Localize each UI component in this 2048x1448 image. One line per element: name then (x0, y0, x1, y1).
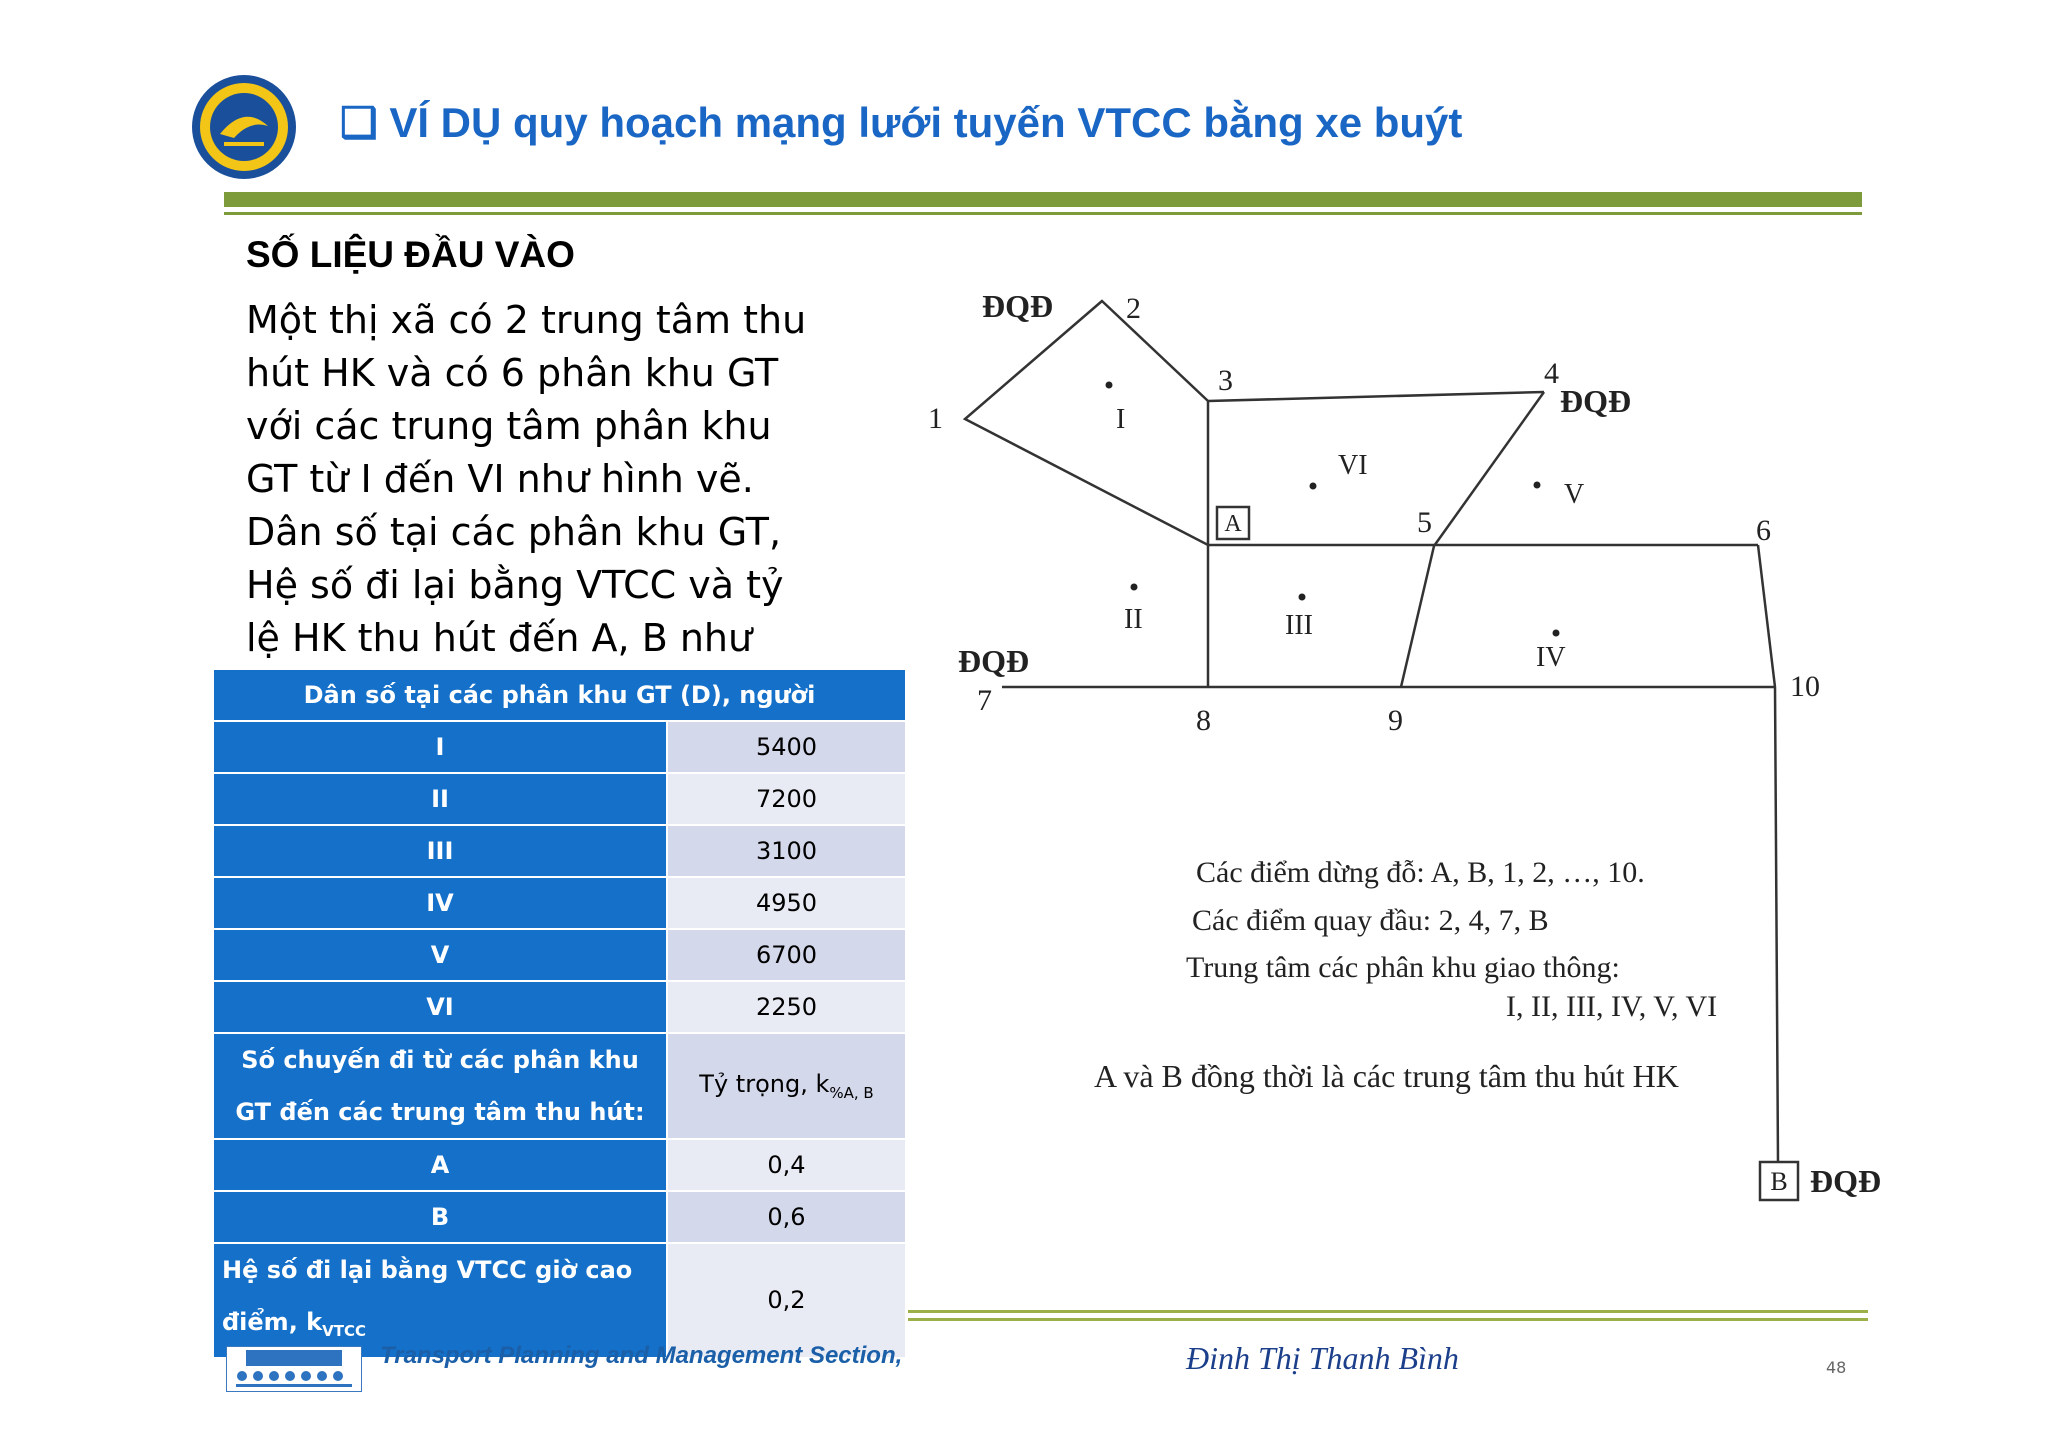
note-zone-list: I, II, III, IV, V, VI (1506, 990, 1718, 1023)
zone-V-center (1534, 482, 1541, 489)
coef-value: 0,2 (667, 1243, 906, 1358)
note-attraction: A và B đồng thời là các trung tâm thu hút HK (1094, 1058, 1679, 1094)
population-value: 3100 (667, 825, 906, 877)
share-label: Tỷ trọng, k (699, 1070, 830, 1099)
zone-I-label: I (1116, 404, 1126, 435)
node-1: 1 (928, 402, 943, 435)
share-value: 0,4 (667, 1139, 906, 1191)
zone-VI-center (1310, 483, 1317, 490)
node-5: 5 (1417, 506, 1432, 539)
zone-label: I (213, 721, 667, 773)
author-signature: Đinh Thị Thanh Bình (1186, 1340, 1459, 1376)
zone-IV-center (1553, 630, 1560, 637)
population-value: 6700 (667, 929, 906, 981)
zone-II-center (1131, 584, 1138, 591)
zone-III-label: III (1285, 610, 1313, 641)
node-3: 3 (1218, 364, 1233, 397)
road-10-B (1775, 687, 1778, 1162)
node-6: 6 (1756, 514, 1771, 547)
road-3-4 (1208, 392, 1544, 401)
zone-VI-label: VI (1338, 450, 1368, 481)
population-value: 5400 (667, 721, 906, 773)
note-stops: Các điểm dừng đỗ: A, B, 1, 2, …, 10. (1196, 856, 1645, 889)
center-label: A (213, 1139, 667, 1191)
page-number: 48 (1826, 1358, 1847, 1377)
node-7: 7 (977, 684, 992, 717)
share-value: 0,6 (667, 1191, 906, 1243)
note-turnarounds: Các điểm quay đầu: 2, 4, 7, B (1192, 904, 1549, 937)
coef-sub: VTCC (322, 1321, 366, 1340)
population-value: 7200 (667, 773, 906, 825)
footer-organization: Transport Planning and Management Section, (380, 1342, 903, 1369)
road-4-5 (1434, 392, 1544, 546)
node-9: 9 (1388, 704, 1403, 737)
turnaround-label-B: ĐQĐ (1810, 1163, 1882, 1199)
zone-I-boundary (965, 301, 1208, 545)
node-4: 4 (1544, 357, 1559, 390)
turnaround-label-4: ĐQĐ (1560, 383, 1632, 419)
node-8: 8 (1196, 704, 1211, 737)
intro-paragraph-1: Một thị xã có 2 trung tâm thu hút HK và có 6 phân khu GT với các trung tâm phân khu GT từ I đến VI như hình vẽ. (246, 298, 807, 501)
zone-label: VI (213, 981, 667, 1033)
note-zone-centers: Trung tâm các phân khu giao thông: (1186, 951, 1620, 984)
trips-label: Số chuyến đi từ các phân khu GT đến các trung tâm thu hút: (213, 1033, 667, 1139)
node-10: 10 (1790, 670, 1820, 703)
road-5-9 (1401, 546, 1434, 687)
footer-line (908, 1310, 1868, 1313)
footer-line (908, 1318, 1868, 1321)
share-sub: %A, B (829, 1083, 874, 1102)
node-2: 2 (1126, 292, 1141, 325)
zone-II-label: II (1124, 604, 1143, 635)
slide-title: ❑ VÍ DỤ quy hoạch mạng lưới tuyến VTCC bằng xe buýt (340, 99, 1463, 146)
zone-label: III (213, 825, 667, 877)
zone-III-center (1299, 594, 1306, 601)
stop-A-label: A (1224, 511, 1242, 537)
road-6-10 (1758, 545, 1775, 687)
stop-B-label: B (1770, 1167, 1788, 1196)
center-label: B (213, 1191, 667, 1243)
zone-V-label: V (1564, 479, 1585, 510)
population-value: 2250 (667, 981, 906, 1033)
turnaround-label-2: ĐQĐ (982, 288, 1054, 324)
intro-paragraph-2: Dân số tại các phân khu GT, Hệ số đi lại bằng VTCC và tỷ lệ HK thu hút đến A, B như (246, 510, 784, 660)
population-value: 4950 (667, 877, 906, 929)
zone-IV-label: IV (1536, 642, 1566, 673)
zone-label: V (213, 929, 667, 981)
section-logo (226, 1346, 362, 1392)
route-lines (965, 301, 1778, 1162)
zone-label: IV (213, 877, 667, 929)
coef-label-text: Hệ số đi lại bằng VTCC giờ cao điểm, k (222, 1256, 633, 1336)
table-header: Dân số tại các phân khu GT (D), người (213, 669, 906, 721)
turnaround-label-7: ĐQĐ (958, 643, 1030, 679)
zone-I-center (1106, 382, 1113, 389)
zone-label: II (213, 773, 667, 825)
section-heading: SỐ LIỆU ĐẦU VÀO (246, 234, 575, 275)
